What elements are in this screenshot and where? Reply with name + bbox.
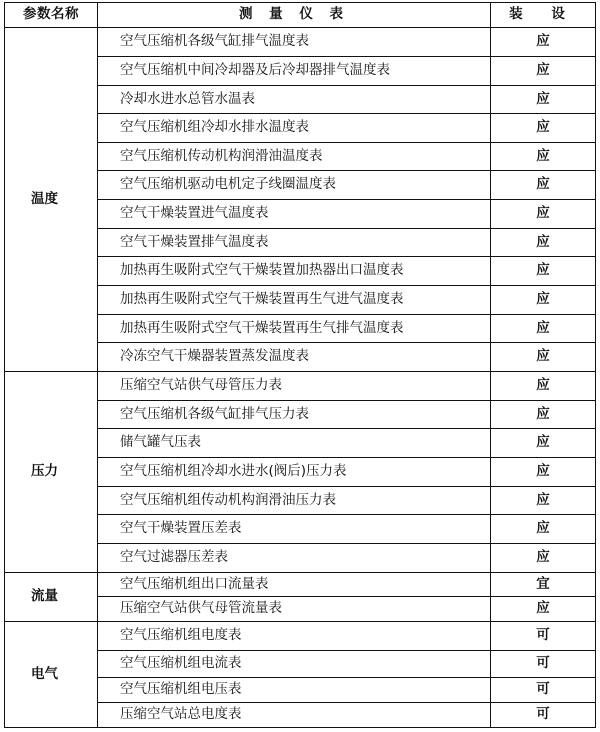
requirement-cell: 应 xyxy=(491,597,596,622)
header-instrument-label: 测 量 仪 表 xyxy=(238,6,350,23)
table-row xyxy=(5,28,596,57)
instrument-cell: 空气压缩机中间冷却器及后冷却器排气温度表 xyxy=(98,57,491,86)
instrument-cell: 空气压缩机组电度表 xyxy=(98,622,491,651)
requirement-cell: 宜 xyxy=(491,573,596,597)
requirement-cell: 应 xyxy=(491,200,596,229)
instrument-cell: 空气压缩机组出口流量表 xyxy=(98,573,491,597)
requirement-cell: 应 xyxy=(491,86,596,114)
category-cell: 温度 xyxy=(5,28,98,372)
requirement-cell: 可 xyxy=(491,651,596,678)
instrument-cell: 加热再生吸附式空气干燥装置加热器出口温度表 xyxy=(98,257,491,286)
requirement-cell: 应 xyxy=(491,487,596,515)
header-param-name: 参数名称 xyxy=(5,3,98,28)
category-cell: 压力 xyxy=(5,372,98,573)
requirement-cell: 应 xyxy=(491,343,596,372)
instrument-cell: 空气干燥装置排气温度表 xyxy=(98,229,491,257)
instrument-cell: 加热再生吸附式空气干燥装置再生气进气温度表 xyxy=(98,286,491,315)
table-row xyxy=(5,622,596,651)
instrument-cell: 空气压缩机组传动机构润滑油压力表 xyxy=(98,487,491,515)
requirement-cell: 应 xyxy=(491,114,596,143)
instrument-cell: 空气过滤器压差表 xyxy=(98,544,491,573)
header-requirement-label: 装 设 xyxy=(509,6,577,23)
requirement-cell: 应 xyxy=(491,143,596,171)
category-cell: 流量 xyxy=(5,573,98,622)
requirement-cell: 应 xyxy=(491,57,596,86)
instrument-cell: 空气压缩机驱动电机定子线圈温度表 xyxy=(98,171,491,200)
table-row xyxy=(5,372,596,401)
header-instrument xyxy=(98,3,491,28)
instrument-table xyxy=(4,2,596,728)
instrument-cell: 压缩空气站总电度表 xyxy=(98,703,491,728)
instrument-cell: 压缩空气站供气母管压力表 xyxy=(98,372,491,401)
instrument-cell: 空气压缩机组电流表 xyxy=(98,651,491,678)
requirement-cell: 可 xyxy=(491,703,596,728)
requirement-cell: 应 xyxy=(491,257,596,286)
requirement-cell: 应 xyxy=(491,544,596,573)
instrument-cell: 加热再生吸附式空气干燥装置再生气排气温度表 xyxy=(98,315,491,343)
instrument-cell: 空气压缩机各级气缸排气温度表 xyxy=(98,28,491,57)
requirement-cell: 应 xyxy=(491,401,596,429)
requirement-cell: 可 xyxy=(491,622,596,651)
table-row xyxy=(5,573,596,597)
instrument-cell: 空气压缩机各级气缸排气压力表 xyxy=(98,401,491,429)
instrument-cell: 压缩空气站供气母管流量表 xyxy=(98,597,491,622)
instrument-cell: 储气罐气压表 xyxy=(98,429,491,458)
instrument-cell: 空气压缩机组电压表 xyxy=(98,678,491,703)
instrument-cell: 冷冻空气干燥器装置蒸发温度表 xyxy=(98,343,491,372)
requirement-cell: 应 xyxy=(491,315,596,343)
requirement-cell: 应 xyxy=(491,28,596,57)
requirement-cell: 可 xyxy=(491,678,596,703)
header-requirement xyxy=(491,3,596,28)
instrument-cell: 空气干燥装置进气温度表 xyxy=(98,200,491,229)
requirement-cell: 应 xyxy=(491,458,596,487)
instrument-cell: 空气压缩机组冷却水排水温度表 xyxy=(98,114,491,143)
table-header-row xyxy=(5,3,596,28)
requirement-cell: 应 xyxy=(491,286,596,315)
requirement-cell: 应 xyxy=(491,171,596,200)
instrument-cell: 冷却水进水总管水温表 xyxy=(98,86,491,114)
instrument-cell: 空气干燥装置压差表 xyxy=(98,515,491,544)
requirement-cell: 应 xyxy=(491,229,596,257)
instrument-cell: 空气压缩机传动机构润滑油温度表 xyxy=(98,143,491,171)
requirement-cell: 应 xyxy=(491,515,596,544)
category-cell: 电气 xyxy=(5,622,98,728)
table-body xyxy=(5,28,596,728)
instrument-cell: 空气压缩机组冷却水进水(阀后)压力表 xyxy=(98,458,491,487)
requirement-cell: 应 xyxy=(491,429,596,458)
requirement-cell: 应 xyxy=(491,372,596,401)
